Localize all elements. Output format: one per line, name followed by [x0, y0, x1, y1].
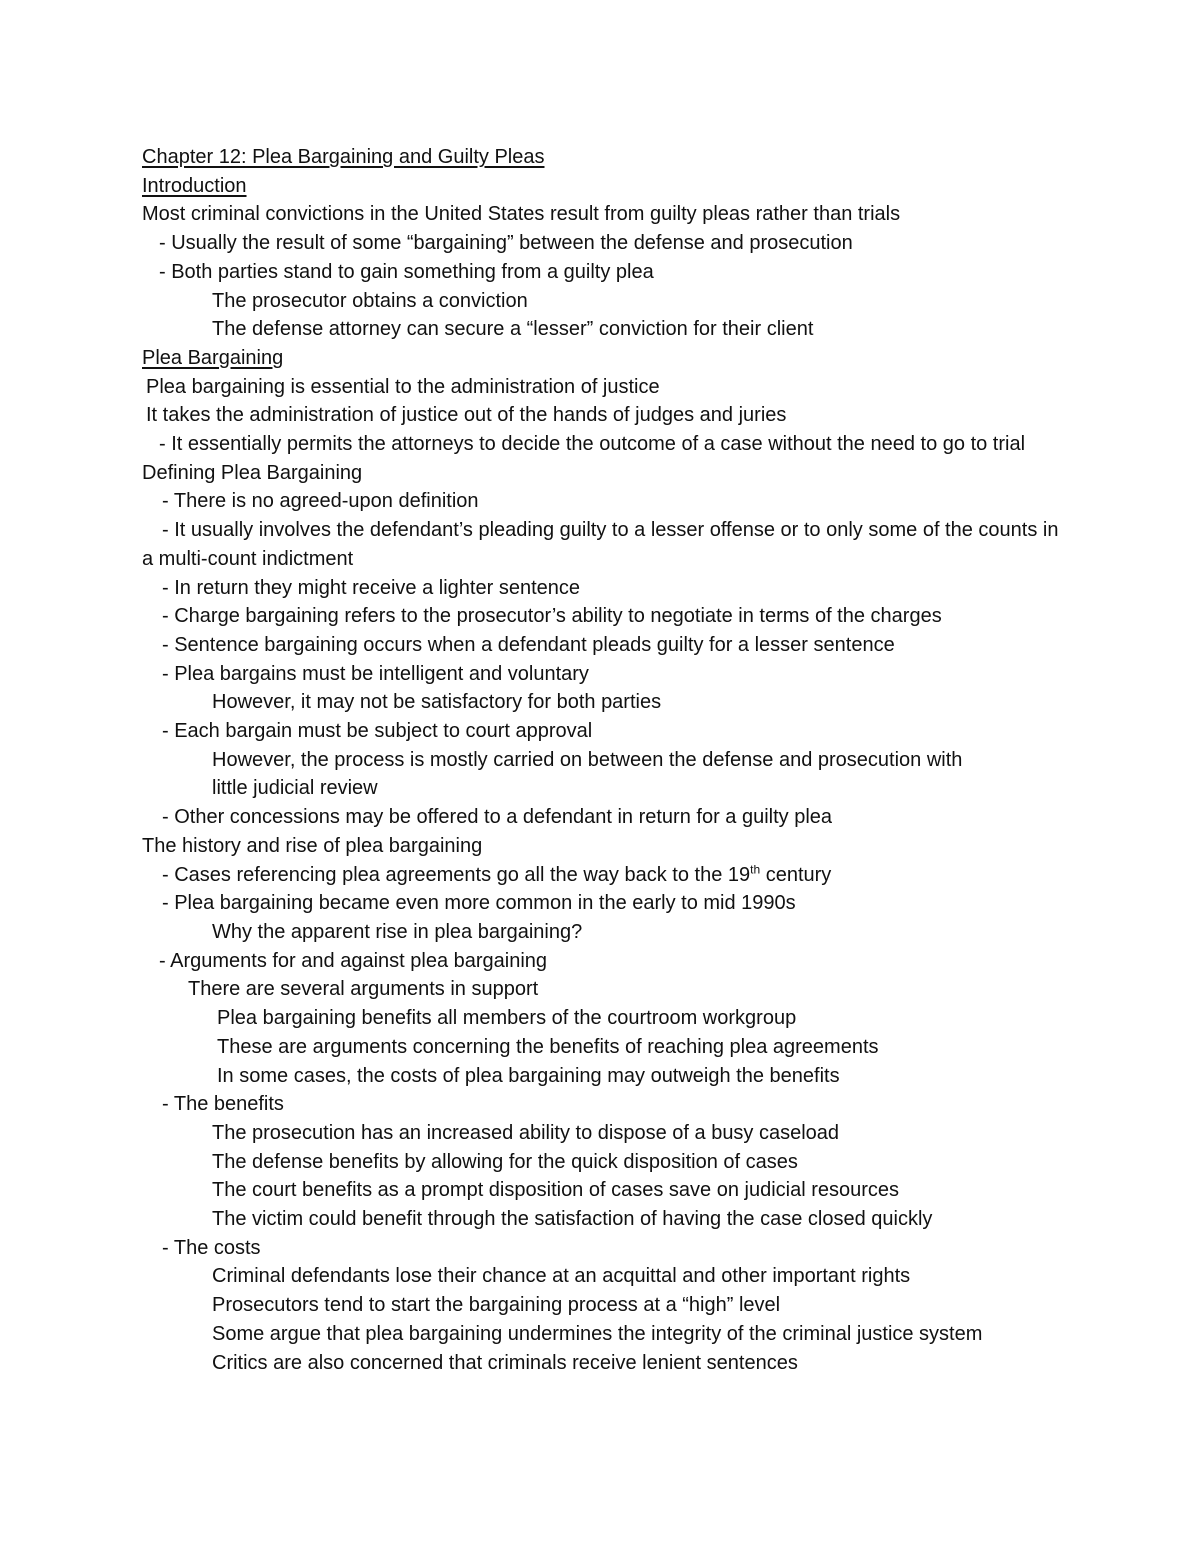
text-line: Plea bargaining is essential to the administration of justice	[146, 375, 660, 398]
document-page	[142, 143, 1062, 1377]
sub-line: Some argue that plea bargaining undermines the integrity of the criminal justice system	[212, 1322, 983, 1345]
sub-line: Criminal defendants lose their chance at an acquittal and other important rights	[212, 1265, 911, 1288]
sub-sub-line: In some cases, the costs of plea bargaining may outweigh the benefits	[217, 1064, 840, 1087]
section-heading-introduction: Introduction	[142, 174, 247, 197]
sub-sub-line: Plea bargaining benefits all members of the courtroom workgroup	[217, 1007, 797, 1030]
bullet-line: - Both parties stand to gain something from a guilty plea	[159, 260, 654, 283]
sub-line: little judicial review	[212, 777, 378, 800]
bullet-line: - The costs	[162, 1236, 261, 1259]
sub-line: The defense benefits by allowing for the quick disposition of cases	[212, 1150, 798, 1173]
sub-line: The court benefits as a prompt disposition of cases save on judicial resources	[212, 1179, 900, 1202]
section-heading-plea-bargaining: Plea Bargaining	[142, 346, 284, 369]
bullet-line: - Charge bargaining refers to the prosecutor’s ability to negotiate in terms of the charges	[162, 605, 942, 628]
sub-line: The prosecutor obtains a conviction	[212, 289, 528, 312]
superscript: th	[750, 861, 761, 876]
bullet-line: - Usually the result of some “bargaining” between the defense and prosecution	[159, 232, 853, 255]
bullet-line-19th-century	[142, 861, 1062, 890]
sub-line: The victim could benefit through the satisfaction of having the case closed quickly	[212, 1208, 933, 1231]
sub-line: There are several arguments in support	[188, 978, 539, 1001]
sub-line: However, the process is mostly carried on between the defense and prosecution with	[212, 748, 963, 771]
bullet-line: - Sentence bargaining occurs when a defendant pleads guilty for a lesser sentence	[162, 633, 895, 656]
bullet-line: - Other concessions may be offered to a defendant in return for a guilty plea	[162, 806, 833, 829]
bullet-line: - There is no agreed-upon definition	[162, 490, 479, 513]
text-line: It takes the administration of justice out of the hands of judges and juries	[146, 404, 787, 427]
bullet-line-wrapped: - It usually involves the defendant’s pleading guilty to a lesser offense or to only some of the counts in a multi-count indictment	[142, 519, 1059, 570]
sub-line: The defense attorney can secure a “lesser” conviction for their client	[212, 318, 814, 341]
sub-sub-line: These are arguments concerning the benefits of reaching plea agreements	[217, 1035, 879, 1058]
bullet-line: - Arguments for and against plea bargaining	[159, 949, 548, 972]
sub-line: Why the apparent rise in plea bargaining?	[212, 920, 583, 943]
bullet-line: - Each bargain must be subject to court approval	[162, 720, 593, 743]
text-run: - Cases referencing plea agreements go all the way back to the 19	[162, 863, 751, 886]
section-heading-defining: Defining Plea Bargaining	[142, 461, 363, 484]
sub-line: Prosecutors tend to start the bargaining process at a “high” level	[212, 1294, 781, 1317]
page-title: Chapter 12: Plea Bargaining and Guilty Pleas	[142, 146, 545, 168]
sub-line: However, it may not be satisfactory for both parties	[212, 691, 662, 714]
text-run: century	[760, 863, 832, 886]
bullet-line-wrapped: - It essentially permits the attorneys to decide the outcome of a case without the need to go to trial	[159, 433, 1026, 456]
section-heading-history: The history and rise of plea bargaining	[142, 834, 483, 857]
bullet-line: - In return they might receive a lighter sentence	[162, 576, 580, 599]
bullet-line: - The benefits	[162, 1093, 284, 1116]
sub-line: Critics are also concerned that criminals receive lenient sentences	[212, 1351, 798, 1374]
bullet-line: - Plea bargains must be intelligent and voluntary	[162, 662, 589, 685]
bullet-line: - Plea bargaining became even more common in the early to mid 1990s	[162, 892, 796, 915]
sub-line: The prosecution has an increased ability to dispose of a busy caseload	[212, 1121, 840, 1144]
text-line: Most criminal convictions in the United States result from guilty pleas rather than trials	[142, 203, 901, 226]
